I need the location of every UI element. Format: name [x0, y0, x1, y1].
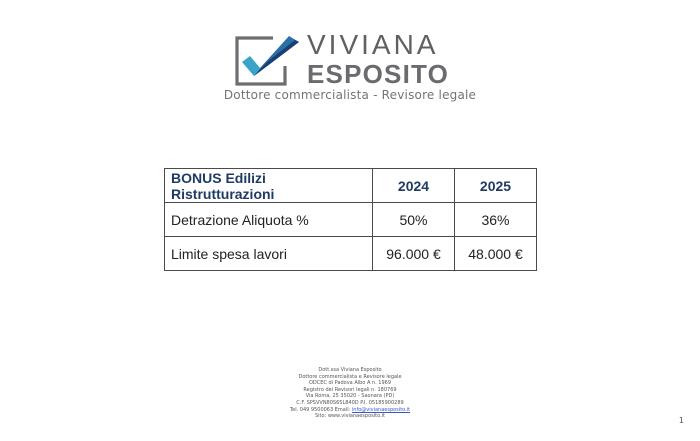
header-label-cell: BONUS Edilizi Ristrutturazioni — [165, 169, 373, 203]
logo-tagline: Dottore commercialista - Revisore legale — [223, 88, 477, 102]
checkmark-logo-icon — [233, 32, 301, 88]
row-label: Detrazione Aliquota % — [165, 203, 373, 237]
footer-line: ODCEC di Padova Albo A n. 1969 — [308, 380, 392, 387]
row-value-2024: 50% — [373, 203, 455, 237]
bonus-table — [164, 168, 537, 271]
header-year-2024: 2024 — [373, 169, 455, 203]
header-year-2025: 2025 — [455, 169, 537, 203]
row-value-2024: 96.000 € — [373, 237, 455, 271]
footer-line: Dott.ssa Viviana Esposito — [318, 367, 382, 373]
logo-name-last: ESPOSITO — [307, 59, 450, 89]
footer-phone-email-label: Tel. 049 9500063 Email: — [289, 406, 352, 413]
table-header-row — [165, 169, 537, 203]
row-value-2025: 36% — [455, 203, 537, 237]
email-link[interactable]: info@vivianaesposito.it — [351, 406, 411, 413]
footer-line: C.F. SPSVVN80S65L840D P.I. 05185900289 — [296, 399, 404, 406]
footer-line — [0, 407, 700, 414]
footer-line: Dottore commercialista e Revisore legale — [298, 373, 402, 380]
page-number: 1 — [678, 416, 684, 425]
table-row — [165, 203, 537, 237]
logo-name-first: VIVIANA — [307, 29, 439, 60]
footer-line: Via Roma, 25 35020 - Saonara (PD) — [305, 393, 395, 400]
row-value-2025: 48.000 € — [455, 237, 537, 271]
row-label: Limite spesa lavori — [165, 237, 373, 271]
footer-contact-info — [0, 367, 700, 420]
table-row — [165, 237, 537, 271]
footer-line: Registro dei Revisori legali n. 180769 — [303, 386, 397, 393]
footer-line: Sito: www.vivianaesposito.it — [314, 413, 386, 420]
